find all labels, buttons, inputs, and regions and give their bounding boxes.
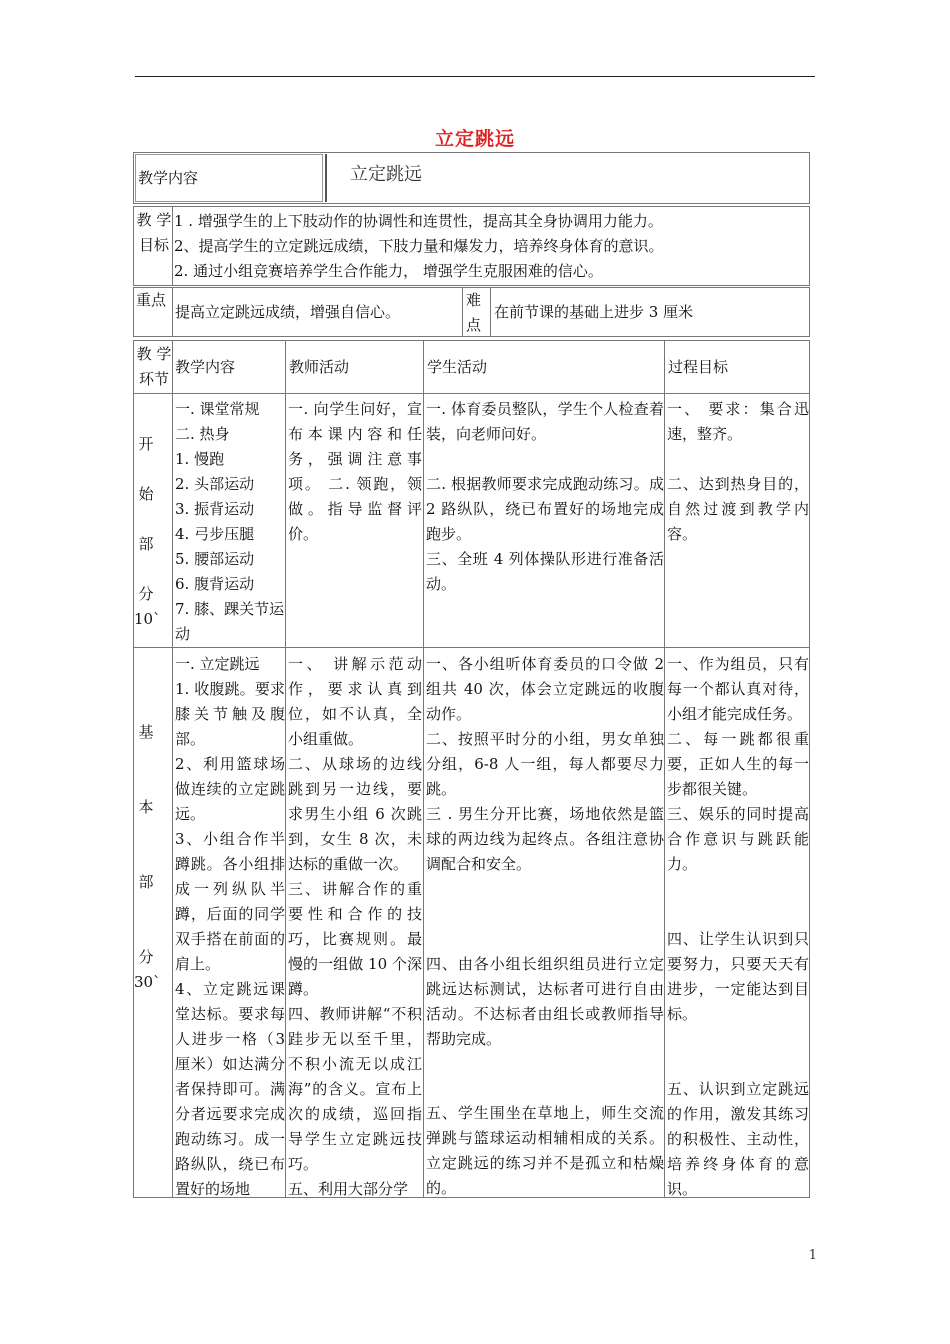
start-student-1: 一. 体育委员整队，学生个人检查着装，向老师问好。 — [426, 400, 664, 443]
basic-goal-3: 五、认识到立定跳远的作用，激发其练习的积极性、主动性，培养终身体育的意识。 — [667, 1080, 809, 1198]
col-line-3 — [423, 340, 424, 1198]
objective-1: 1 . 增强学生的上下肢动作的协调性和连贯性，提高其全身协调用力能力。 — [174, 212, 663, 230]
header-content: 教学内容 — [175, 358, 236, 376]
basic-student-1: 一、各小组听体育委员的口令做 2 组共 40 次，体会立定跳远的收腹动作。 — [426, 655, 664, 723]
basic-student-2: 二、按照平时分的小组，男女单独分组，6-8 人一组，每人都要尽力跳。 三 . 男生分开比赛，场地依然是篮球的两边线为起终点。各组注意协调配合和安全。 — [426, 730, 664, 873]
keypoints-divider-3 — [490, 287, 491, 337]
basic-student-3: 四、由各小组长组织组员进行立定跳远达标测试，达标者可进行自由活动。不达标者由组长或教师指导帮助完成。 — [426, 955, 664, 1048]
content-value: 立定跳远 — [350, 164, 422, 185]
content-label: 教学内容 — [138, 169, 199, 187]
col-line-1 — [172, 340, 173, 1198]
basic-goal-1: 一、作为组员，只有每一个都认真对待，小组才能完成任务。 二、每一跳都很重要，正如人生的每一步都很关键。 三、娱乐的同时提高合作意识与跳跃能力。 — [667, 655, 809, 873]
start-label-1: 开 — [138, 435, 154, 453]
objectives-divider — [172, 206, 173, 286]
basic-teacher: 一、 讲解示范动作，要求认真到位，如不认真，全小组重做。 二、从球场的边线跳到另一边线，要求男生小组 6 次跳到，女生 8 次，未达标的重做一次。 三、讲解合作的重要性和合作的技巧，比赛规则。最慢的一组做 10 个深蹲。 四、教师讲解“不积跬步无以至千里，不积小流无以成江海”的含义。宣布上次的成绩，巡回指导学生立定跳远技巧。 五、利用大部分学 — [288, 655, 422, 1197]
basic-goal-2: 四、让学生认识到只要努力，只要天天有进步，一定能达到目标。 — [667, 930, 809, 1023]
objectives-label: 教 学 目标 — [136, 211, 172, 254]
objective-2: 2、提高学生的立定跳远成绩，下肢力量和爆发力，培养终身体育的意识。 — [174, 237, 664, 255]
keypoints-label: 重点 — [136, 291, 167, 309]
col-line-4 — [664, 340, 665, 1198]
row-line-1 — [133, 393, 810, 394]
row-line-2 — [133, 647, 810, 648]
objective-3: 2. 通过小组竞赛培养学生合作能力， 增强学生克服困难的信心。 — [174, 262, 603, 280]
header-stage: 教 学 环节 — [136, 345, 172, 388]
basic-content: 一. 立定跳远 1. 收腹跳。要求膝关节触及腹部。 2、利用篮球场做连续的立定跳远。 3、小组合作半蹲跳。各小组排成一列纵队半蹲，后面的同学双手搭在前面的肩上。 4、立定跳远课堂达标。要求每人进步一格（3 厘米）如达满分者保持即可。满分者远要求完成跑动练习。成一路纵队，绕已布置好的场地 — [175, 655, 285, 1197]
basic-student-4: 五、学生围坐在草地上，师生交流弹跳与篮球运动相辅相成的关系。立定跳远的练习并不是孤立和枯燥的。 — [426, 1104, 664, 1197]
header-teacher: 教师活动 — [289, 358, 350, 376]
basic-label-1: 基 — [138, 723, 154, 741]
start-student-2: 二. 根据教师要求完成跑动练习。成 2 路纵队，绕已布置好的场地完成跑步。 三、全班 4 列体操队形进行准备活动。 — [426, 475, 664, 593]
basic-label-4: 分 — [138, 948, 154, 966]
start-goal-2: 二、达到热身目的，自然过渡到教学内容。 — [667, 475, 809, 543]
page-number: 1 — [808, 1248, 817, 1263]
keypoints-value: 提高立定跳远成绩，增强自信心。 — [175, 303, 401, 321]
difficulty-value: 在前节课的基础上进步 3 厘米 — [494, 303, 694, 321]
basic-label-2: 本 — [138, 798, 154, 816]
basic-label-time: 30` — [134, 973, 161, 991]
header-goal: 过程目标 — [668, 358, 729, 376]
start-label-time: 10` — [134, 610, 161, 628]
page-title: 立定跳远 — [434, 128, 515, 150]
header-rule — [135, 76, 815, 77]
header-student: 学生活动 — [427, 358, 488, 376]
start-goal-1: 一、 要求：集合迅速，整齐。 — [667, 400, 809, 443]
basic-label-3: 部 — [138, 873, 154, 891]
start-teacher: 一. 向学生问好，宣布本课内容和任务，强调注意事项。 二. 领跑，领做。指导监督评价。 — [288, 400, 422, 543]
start-content: 一. 课堂常规 二. 热身 1. 慢跑 2. 头部运动 3. 振背运动 4. 弓步压腿 5. 腰部运动 6. 腹背运动 7. 膝、踝关节运 动 — [175, 400, 285, 643]
content-divider — [325, 154, 327, 202]
keypoints-divider-1 — [172, 287, 173, 337]
start-label-3: 部 — [138, 535, 154, 553]
difficulty-label: 难 点 — [466, 291, 482, 334]
keypoints-divider-2 — [462, 287, 463, 337]
col-line-2 — [285, 340, 286, 1198]
start-label-2: 始 — [138, 485, 154, 503]
start-label-4: 分 — [138, 585, 154, 603]
